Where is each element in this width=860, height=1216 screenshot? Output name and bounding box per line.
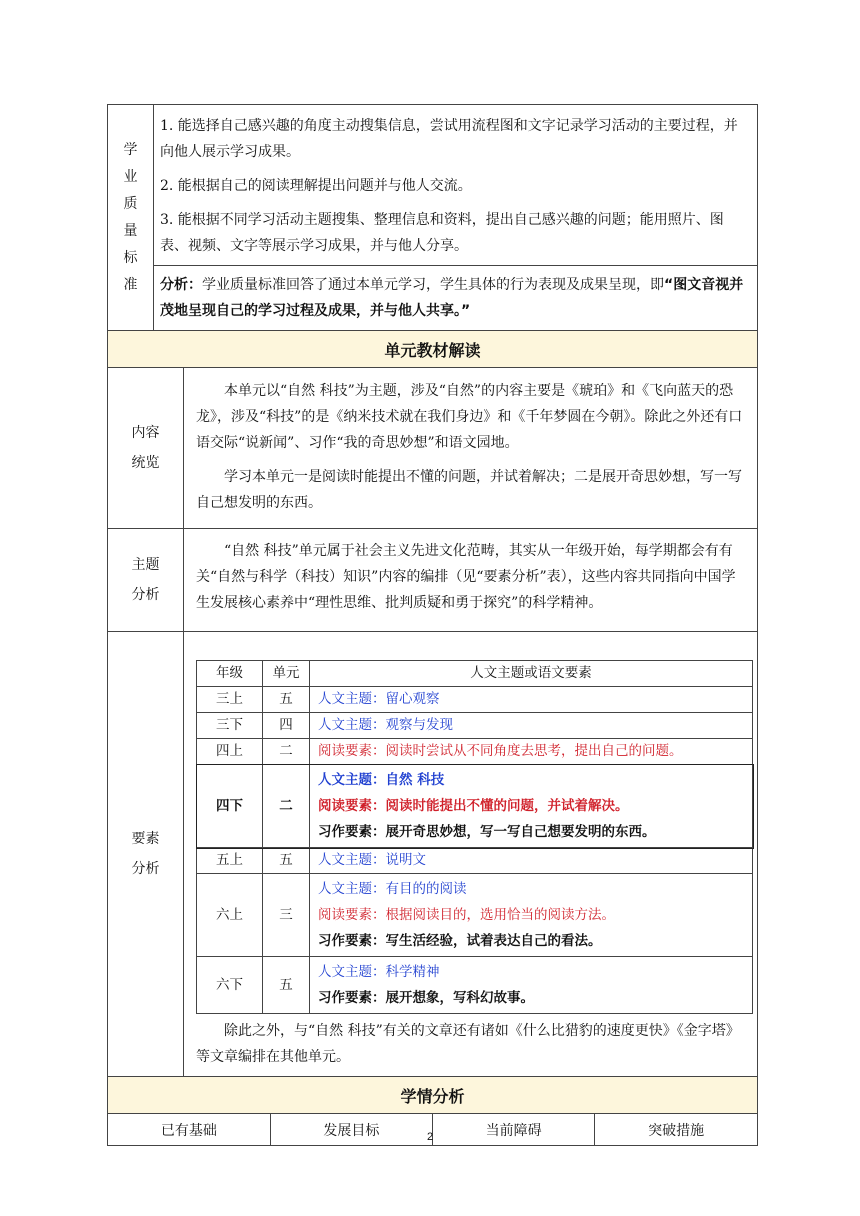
table-row — [197, 848, 753, 874]
quality-label-char: 准 — [123, 276, 138, 293]
theme-line: 人文主题：自然 科技 — [318, 772, 445, 788]
quality-analysis — [154, 266, 758, 331]
unit-cell: 五 — [263, 848, 310, 874]
theme-line: 阅读要素：阅读时尝试从不同角度去思考，提出自己的问题。 — [318, 743, 683, 759]
grade-cell: 四下 — [197, 765, 263, 848]
table-row — [197, 713, 753, 739]
quality-label-char: 学 — [123, 141, 138, 158]
unit-cell: 五 — [263, 687, 310, 713]
unit-cell: 二 — [263, 739, 310, 765]
analysis-label: 分析： — [160, 277, 202, 293]
theme-line: 人文主题：有目的的阅读 — [318, 881, 467, 897]
theme-line: 习作要素：展开想象，写科幻故事。 — [318, 990, 534, 1006]
analysis-bold: “图文音视并茂地呈现自己的学习过程及成果，并与他人共享。” — [160, 277, 744, 319]
elements-table — [196, 660, 753, 1014]
quality-item-3: 3. 能根据不同学习活动主题搜集、整理信息和资料，提出自己感兴趣的问题；能用照片、图表、视频、文字等展示学习成果，并与他人分享。 — [160, 212, 724, 254]
quality-item-2: 2. 能根据自己的阅读理解提出问题并与他人交流。 — [160, 178, 472, 194]
header-grade: 年级 — [197, 661, 263, 687]
page-number: 2 — [426, 1131, 434, 1143]
elements-note: 除此之外，与“自然 科技”有关的文章还有诸如《什么比猎豹的速度更快》《金字塔》等文章编排在其他单元。 — [196, 1023, 740, 1065]
table-row — [197, 739, 753, 765]
quality-item-1: 1. 能选择自己感兴趣的角度主动搜集信息，尝试用流程图和文字记录学习活动的主要过程，并向他人展示学习成果。 — [160, 118, 738, 160]
theme-cell — [310, 739, 753, 765]
quality-label-char: 量 — [123, 222, 138, 239]
analysis-text: 学业质量标准回答了通过本单元学习，学生具体的行为表现及成果呈现，即 — [202, 277, 664, 293]
theme-line: 人文主题：观察与发现 — [318, 717, 453, 733]
quality-label-char: 标 — [123, 249, 138, 266]
table-row — [197, 874, 753, 957]
content-label: 内容 统览 — [108, 368, 184, 529]
quality-label — [108, 105, 154, 331]
elements-cell — [184, 632, 758, 1077]
theme-line: 人文主题：说明文 — [318, 852, 426, 868]
content-para-1: 本单元以“自然 科技”为主题，涉及“自然”的内容主要是《琥珀》和《飞向蓝天的恐龙》，涉及“科技”的是《纳米技术就在我们身边》和《千年梦圆在今朝》。除此之外还有口语交际“说新闻”、习作“我的奇思妙想”和语文园地。 — [196, 383, 743, 451]
col-goal: 发展目标 — [270, 1114, 432, 1145]
theme-para: “自然 科技”单元属于社会主义先进文化范畴，其实从一年级开始，每学期都会有有关“自然与科学（科技）知识”内容的编排（见“要素分析”表），这些内容共同指向中国学生发展核心素养中“理性思维、批判质疑和勇于探究”的科学精神。 — [196, 543, 736, 611]
quality-label-char: 业 — [123, 168, 138, 185]
theme-label: 主题 分析 — [108, 529, 184, 632]
header-theme: 人文主题或语文要素 — [310, 661, 753, 687]
main-table — [107, 104, 758, 1146]
grade-cell: 六上 — [197, 874, 263, 957]
grade-cell: 四上 — [197, 739, 263, 765]
table-row — [197, 687, 753, 713]
theme-cell — [310, 957, 753, 1014]
content-para-2: 学习本单元一是阅读时能提出不懂的问题，并试着解决；二是展开奇思妙想，写一写自己想发明的东西。 — [196, 469, 742, 511]
elements-label: 要素 分析 — [108, 632, 184, 1077]
col-basis: 已有基础 — [108, 1114, 270, 1145]
learning-title: 学情分析 — [108, 1077, 758, 1114]
theme-line: 习作要素：写生活经验，试着表达自己的看法。 — [318, 933, 602, 949]
theme-cell — [310, 713, 753, 739]
header-unit: 单元 — [263, 661, 310, 687]
unit-title: 单元教材解读 — [108, 331, 758, 368]
col-measure: 突破措施 — [595, 1114, 757, 1145]
theme-line: 人文主题：留心观察 — [318, 691, 440, 707]
col-obstacle: 当前障碍 — [433, 1114, 595, 1145]
grade-cell: 六下 — [197, 957, 263, 1014]
theme-line: 阅读要素：根据阅读目的，选用恰当的阅读方法。 — [318, 907, 615, 923]
theme-cell — [310, 687, 753, 713]
theme-line: 阅读要素：阅读时能提出不懂的问题，并试着解决。 — [318, 798, 629, 814]
table-row — [197, 765, 753, 848]
theme-analysis — [184, 529, 758, 632]
theme-cell — [310, 874, 753, 957]
quality-label-char: 质 — [123, 195, 138, 212]
document-page — [107, 104, 758, 1146]
content-overview — [184, 368, 758, 529]
quality-items — [154, 105, 758, 266]
grade-cell: 三上 — [197, 687, 263, 713]
unit-cell: 二 — [263, 765, 310, 848]
unit-cell: 五 — [263, 957, 310, 1014]
table-row — [197, 957, 753, 1014]
unit-cell: 四 — [263, 713, 310, 739]
theme-line: 习作要素：展开奇思妙想，写一写自己想要发明的东西。 — [318, 824, 656, 840]
grade-cell: 五上 — [197, 848, 263, 874]
theme-cell — [310, 765, 753, 848]
grade-cell: 三下 — [197, 713, 263, 739]
theme-cell — [310, 848, 753, 874]
unit-cell: 三 — [263, 874, 310, 957]
theme-line: 人文主题：科学精神 — [318, 964, 440, 980]
